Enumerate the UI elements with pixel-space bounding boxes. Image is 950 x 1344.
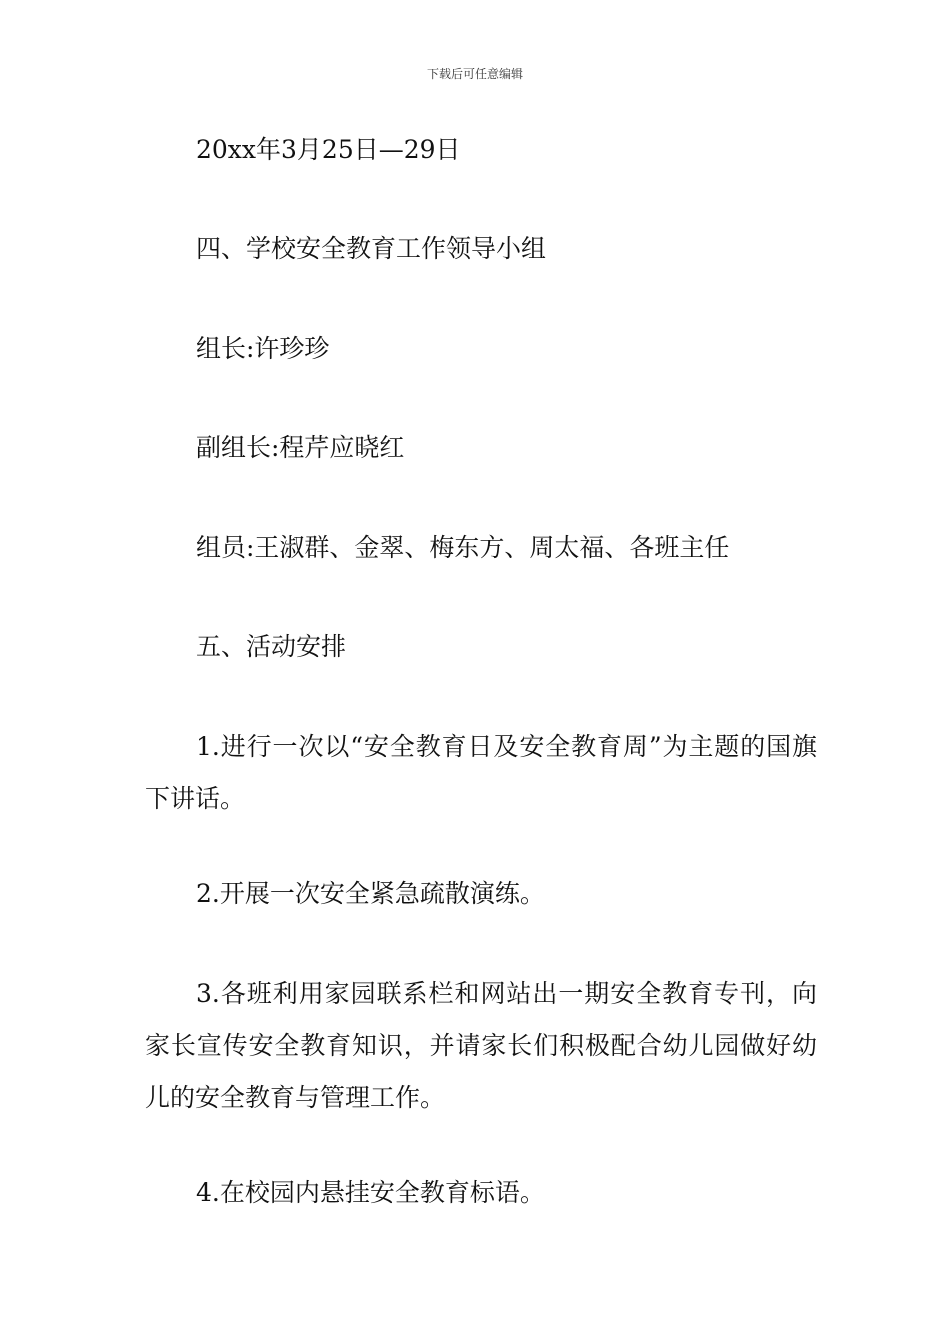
page-header-note: 下载后可任意编辑 — [426, 67, 523, 81]
group-leader: 组长:许珍珍 — [196, 334, 330, 363]
activity-item-2: 2.开展一次安全紧急疏散演练。 — [196, 879, 545, 908]
activity-item-3: 3.各班利用家园联系栏和网站出一期安全教育专刊，向家长宣传安全教育知识，并请家长们积极配合幼儿园做好幼儿的安全教育与管理工作。 — [145, 979, 817, 1112]
date-line: 20xx年3月25日—29日 — [196, 135, 461, 164]
activity-item-4: 4.在校园内悬挂安全教育标语。 — [196, 1178, 545, 1207]
section-4-title: 四、学校安全教育工作领导小组 — [196, 234, 547, 263]
section-5-title: 五、活动安排 — [196, 632, 347, 661]
group-members: 组员:王淑群、金翠、梅东方、周太福、各班主任 — [196, 533, 730, 562]
deputy-group-leader: 副组长:程芹应晓红 — [196, 433, 405, 462]
activity-item-1: 1.进行一次以“安全教育日及安全教育周”为主题的国旗下讲话。 — [145, 732, 817, 813]
